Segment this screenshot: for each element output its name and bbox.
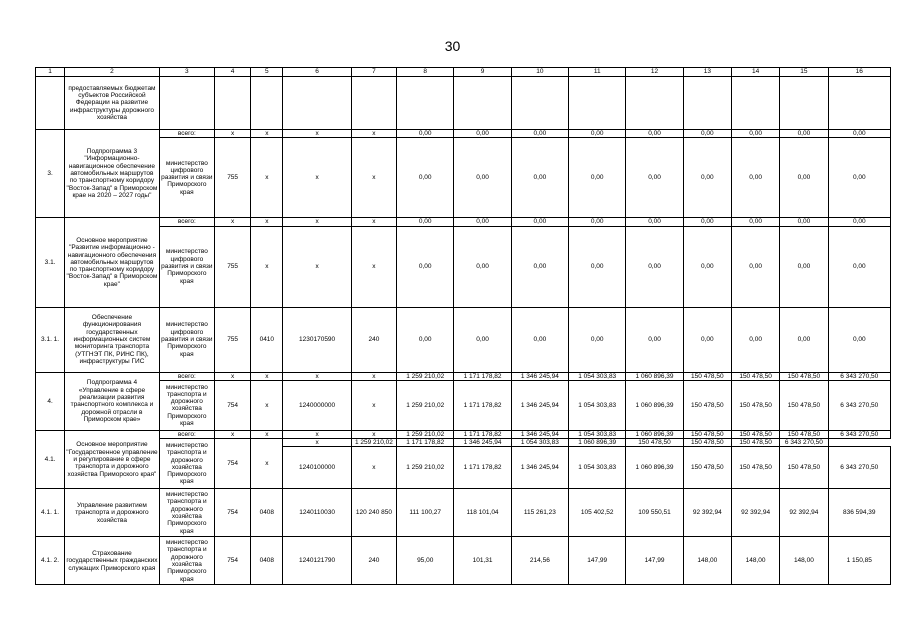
executor-cell: министерство цифрового развития и связи Приморского края — [159, 138, 214, 218]
table-row-total — [36, 372, 891, 380]
total-label-cell: всего: — [159, 372, 214, 380]
total-value-cell: 150 478,50 — [731, 430, 779, 438]
total-value-cell: 1 259 210,02 — [397, 430, 454, 438]
value-cell: 1230170590 — [283, 307, 351, 372]
value-cell: 0,00 — [780, 226, 828, 307]
empty-cell — [397, 77, 454, 130]
header-cell: 6 — [283, 68, 351, 77]
value-cell: 0,00 — [828, 226, 890, 307]
value-cell: 0,00 — [683, 226, 731, 307]
value-cell: 0,00 — [569, 226, 626, 307]
total-value-cell: x — [283, 130, 351, 138]
total-value-cell: 1 259 210,02 — [397, 372, 454, 380]
value-cell: 150 478,50 — [731, 447, 779, 489]
value-cell: 1 060 896,39 — [626, 447, 683, 489]
value-cell: 1240100000 — [283, 447, 351, 489]
value-cell: 754 — [215, 439, 251, 489]
row-number-cell: 4.1. 2. — [36, 537, 65, 585]
value-cell: 148,00 — [780, 537, 828, 585]
total-value-cell: x — [251, 372, 283, 380]
total-value-cell: 1 054 303,83 — [569, 372, 626, 380]
total-value-cell: 6 343 270,50 — [828, 430, 890, 438]
value-cell: x — [351, 226, 396, 307]
value-cell: 92 392,94 — [731, 489, 779, 537]
value-cell: 0,00 — [397, 307, 454, 372]
value-cell: 147,99 — [626, 537, 683, 585]
empty-cell — [251, 77, 283, 130]
value-cell: 148,00 — [683, 537, 731, 585]
description-cell: Управление развитием транспорта и дорожного хозяйства — [65, 489, 160, 537]
value-cell: 0408 — [251, 489, 283, 537]
total-value-cell: 0,00 — [569, 218, 626, 226]
table-row — [36, 489, 891, 537]
value-cell: 0,00 — [731, 138, 779, 218]
total-value-cell: x — [351, 372, 396, 380]
empty-cell — [780, 77, 828, 130]
value-cell: 150 478,50 — [683, 447, 731, 489]
value-cell: x — [251, 226, 283, 307]
value-cell: 0,00 — [397, 138, 454, 218]
empty-cell — [683, 77, 731, 130]
total-value-cell: 1 060 896,39 — [626, 372, 683, 380]
header-cell: 13 — [683, 68, 731, 77]
total-value-cell: 0,00 — [731, 130, 779, 138]
value-cell: 0,00 — [626, 307, 683, 372]
value-cell: x — [251, 380, 283, 430]
total-label-cell: всего: — [159, 130, 214, 138]
value-cell: 0,00 — [780, 138, 828, 218]
total-label-cell: всего: — [159, 430, 214, 438]
header-cell: 12 — [626, 68, 683, 77]
sub-value-cell: 150 478,50 — [626, 439, 683, 447]
total-value-cell: 0,00 — [454, 218, 511, 226]
value-cell: 0,00 — [397, 226, 454, 307]
value-cell: 6 343 270,50 — [828, 380, 890, 430]
row-number-cell: 4. — [36, 372, 65, 430]
value-cell: 1240110030 — [283, 489, 351, 537]
sub-value-cell: 150 478,50 — [731, 439, 779, 447]
header-row — [36, 68, 891, 77]
value-cell: 95,00 — [397, 537, 454, 585]
total-value-cell: 0,00 — [511, 218, 568, 226]
total-value-cell: 1 060 896,39 — [626, 430, 683, 438]
value-cell: 754 — [215, 380, 251, 430]
value-cell: x — [351, 447, 396, 489]
empty-cell — [828, 77, 890, 130]
header-cell: 1 — [36, 68, 65, 77]
total-value-cell: 1 054 303,83 — [569, 430, 626, 438]
header-cell: 10 — [511, 68, 568, 77]
description-cell: Основное мероприятие "Государственное управление и регулирование в сфере транспорта и дорожного хозяйства Приморского края" — [65, 430, 160, 489]
total-value-cell: 1 346 245,94 — [511, 430, 568, 438]
empty-cell — [511, 77, 568, 130]
total-value-cell: 1 346 245,94 — [511, 372, 568, 380]
total-value-cell: x — [215, 372, 251, 380]
description-cell: Подпрограмма 3 "Информационно-навигационное обеспечение автомобильных маршрутов по транспортному коридору "Восток-Запад" в Приморском крае на 2020 – 2027 годы" — [65, 130, 160, 218]
value-cell: 0,00 — [569, 307, 626, 372]
value-cell: 1 259 210,02 — [397, 380, 454, 430]
header-cell: 14 — [731, 68, 779, 77]
value-cell: 755 — [215, 226, 251, 307]
value-cell: x — [283, 138, 351, 218]
executor-cell: министерство транспорта и дорожного хозяйства Приморского края — [159, 537, 214, 585]
value-cell: 150 478,50 — [780, 447, 828, 489]
value-cell: 214,56 — [511, 537, 568, 585]
sub-value-cell: 1 259 210,02 — [351, 439, 396, 447]
header-cell: 15 — [780, 68, 828, 77]
value-cell: 92 392,94 — [683, 489, 731, 537]
total-value-cell: 0,00 — [828, 130, 890, 138]
value-cell: 0,00 — [626, 226, 683, 307]
value-cell: 0,00 — [828, 307, 890, 372]
value-cell: 240 — [351, 307, 396, 372]
total-value-cell: 0,00 — [397, 218, 454, 226]
executor-cell: министерство транспорта и дорожного хозяйства Приморского края — [159, 380, 214, 430]
empty-cell — [569, 77, 626, 130]
description-cell: Обеспечение функционирования государственных информационных систем мониторинга транспорта (УТГНЭТ ПК, РИНС ПК), инфраструктуры ГИС — [65, 307, 160, 372]
value-cell: 148,00 — [731, 537, 779, 585]
table-row-total — [36, 218, 891, 226]
value-cell: 109 550,51 — [626, 489, 683, 537]
value-cell: 836 594,39 — [828, 489, 890, 537]
value-cell: 0,00 — [454, 226, 511, 307]
executor-cell: министерство транспорта и дорожного хозяйства Приморского края — [159, 439, 214, 489]
value-cell: x — [351, 138, 396, 218]
sub-value-cell: x — [283, 439, 351, 447]
table-row — [36, 537, 891, 585]
value-cell: 105 402,52 — [569, 489, 626, 537]
table-row-sub — [36, 439, 891, 447]
empty-cell — [626, 77, 683, 130]
value-cell: 754 — [215, 537, 251, 585]
total-value-cell: x — [351, 130, 396, 138]
table-row — [36, 226, 891, 307]
table-row — [36, 138, 891, 218]
empty-cell — [731, 77, 779, 130]
total-value-cell: x — [251, 430, 283, 438]
total-value-cell: 0,00 — [454, 130, 511, 138]
header-cell: 3 — [159, 68, 214, 77]
value-cell: 1 171 178,82 — [454, 380, 511, 430]
value-cell: 1 346 245,94 — [511, 380, 568, 430]
value-cell: 1 150,85 — [828, 537, 890, 585]
total-value-cell: 0,00 — [626, 130, 683, 138]
value-cell: 1 054 303,83 — [569, 447, 626, 489]
value-cell: 150 478,50 — [731, 380, 779, 430]
value-cell: 0,00 — [454, 138, 511, 218]
total-value-cell: x — [351, 218, 396, 226]
total-value-cell: 6 343 270,50 — [828, 372, 890, 380]
page-number: 30 — [444, 38, 461, 54]
total-value-cell: 0,00 — [511, 130, 568, 138]
header-cell: 8 — [397, 68, 454, 77]
value-cell: 6 343 270,50 — [828, 447, 890, 489]
value-cell: 1 060 896,39 — [626, 380, 683, 430]
description-cell: Страхование государственных гражданских служащих Приморского края — [65, 537, 160, 585]
value-cell: 120 240 850 — [351, 489, 396, 537]
total-value-cell: 1 171 178,82 — [454, 372, 511, 380]
description-cell: Подпрограмма 4 «Управление в сфере реализации развития транспортного комплекса и дорожной отрасли в Приморском крае» — [65, 372, 160, 430]
value-cell: 0,00 — [731, 307, 779, 372]
description-cell: Основное мероприятие "Развитие информационно - навигационного обеспечения автомобильных маршрутов по транспортному коридору "Восток-Запад" в Приморском крае" — [65, 218, 160, 307]
executor-cell: министерство цифрового развития и связи Приморского края — [159, 226, 214, 307]
value-cell: 754 — [215, 489, 251, 537]
sub-value-cell: 150 478,50 — [683, 439, 731, 447]
table-row — [36, 380, 891, 430]
total-value-cell: 0,00 — [780, 130, 828, 138]
header-cell: 2 — [65, 68, 160, 77]
total-value-cell: x — [215, 218, 251, 226]
value-cell: 115 261,23 — [511, 489, 568, 537]
empty-cell — [159, 77, 214, 130]
header-cell: 9 — [454, 68, 511, 77]
total-value-cell: x — [251, 218, 283, 226]
total-value-cell: 0,00 — [626, 218, 683, 226]
value-cell: 101,31 — [454, 537, 511, 585]
table-row — [36, 77, 891, 130]
value-cell: 0,00 — [683, 307, 731, 372]
value-cell: 0,00 — [731, 226, 779, 307]
value-cell: 150 478,50 — [780, 380, 828, 430]
value-cell: 92 392,94 — [780, 489, 828, 537]
sub-value-cell: 1 171 178,82 — [397, 439, 454, 447]
value-cell: 755 — [215, 138, 251, 218]
total-value-cell: 150 478,50 — [731, 372, 779, 380]
row-number-cell: 4.1. 1. — [36, 489, 65, 537]
value-cell: 111 100,27 — [397, 489, 454, 537]
executor-cell: министерство цифрового развития и связи Приморского края — [159, 307, 214, 372]
value-cell: 0,00 — [780, 307, 828, 372]
row-number-cell: 3.1. — [36, 218, 65, 307]
value-cell: 0,00 — [626, 138, 683, 218]
total-value-cell: x — [283, 372, 351, 380]
total-value-cell: 1 171 178,82 — [454, 430, 511, 438]
header-cell: 5 — [251, 68, 283, 77]
total-value-cell: 150 478,50 — [683, 372, 731, 380]
value-cell: 1 259 210,02 — [397, 447, 454, 489]
table-row — [36, 307, 891, 372]
value-cell: 1240000000 — [283, 380, 351, 430]
value-cell: x — [283, 226, 351, 307]
value-cell: 240 — [351, 537, 396, 585]
empty-cell — [215, 77, 251, 130]
total-value-cell: x — [351, 430, 396, 438]
value-cell: 0,00 — [511, 138, 568, 218]
total-value-cell: 150 478,50 — [780, 372, 828, 380]
total-value-cell: x — [283, 218, 351, 226]
row-number-cell: 3. — [36, 130, 65, 218]
value-cell: 0,00 — [511, 226, 568, 307]
sub-value-cell: 1 060 896,39 — [569, 439, 626, 447]
total-value-cell: x — [215, 130, 251, 138]
total-value-cell: 0,00 — [828, 218, 890, 226]
value-cell: 150 478,50 — [683, 380, 731, 430]
total-value-cell: 0,00 — [731, 218, 779, 226]
total-value-cell: 0,00 — [569, 130, 626, 138]
total-value-cell: x — [251, 130, 283, 138]
executor-cell: министерство транспорта и дорожного хозяйства Приморского края — [159, 489, 214, 537]
total-value-cell: 0,00 — [780, 218, 828, 226]
total-value-cell: 150 478,50 — [780, 430, 828, 438]
value-cell: 0,00 — [828, 138, 890, 218]
empty-cell — [351, 77, 396, 130]
value-cell: x — [351, 380, 396, 430]
value-cell: 755 — [215, 307, 251, 372]
value-cell: 1 346 245,94 — [511, 447, 568, 489]
value-cell: 1240121790 — [283, 537, 351, 585]
budget-table — [35, 67, 891, 585]
value-cell: 0410 — [251, 307, 283, 372]
row-number-cell — [36, 77, 65, 130]
sub-value-cell: 1 054 303,83 — [511, 439, 568, 447]
value-cell: 0,00 — [454, 307, 511, 372]
sub-value-cell: 1 346 245,94 — [454, 439, 511, 447]
description-cell: предоставляемых бюджетам субъектов Российской Федерации на развитие инфраструктуры дорожного хозяйства — [65, 77, 160, 130]
table-row-total — [36, 430, 891, 438]
total-label-cell: всего: — [159, 218, 214, 226]
value-cell: 147,99 — [569, 537, 626, 585]
total-value-cell: 0,00 — [397, 130, 454, 138]
header-cell: 16 — [828, 68, 890, 77]
total-value-cell: x — [215, 430, 251, 438]
value-cell: x — [251, 138, 283, 218]
header-cell: 4 — [215, 68, 251, 77]
value-cell: 0,00 — [511, 307, 568, 372]
total-value-cell: 0,00 — [683, 218, 731, 226]
sub-value-cell: 6 343 270,50 — [780, 439, 828, 447]
value-cell: 1 171 178,82 — [454, 447, 511, 489]
total-value-cell: x — [283, 430, 351, 438]
value-cell: x — [251, 439, 283, 489]
total-value-cell: 0,00 — [683, 130, 731, 138]
empty-cell — [283, 77, 351, 130]
value-cell: 0,00 — [683, 138, 731, 218]
value-cell: 0408 — [251, 537, 283, 585]
empty-cell — [454, 77, 511, 130]
total-value-cell: 150 478,50 — [683, 430, 731, 438]
header-cell: 7 — [351, 68, 396, 77]
table-row-total — [36, 130, 891, 138]
value-cell: 1 054 303,83 — [569, 380, 626, 430]
row-number-cell: 4.1. — [36, 430, 65, 489]
row-number-cell: 3.1. 1. — [36, 307, 65, 372]
header-cell: 11 — [569, 68, 626, 77]
value-cell: 0,00 — [569, 138, 626, 218]
value-cell: 118 101,04 — [454, 489, 511, 537]
